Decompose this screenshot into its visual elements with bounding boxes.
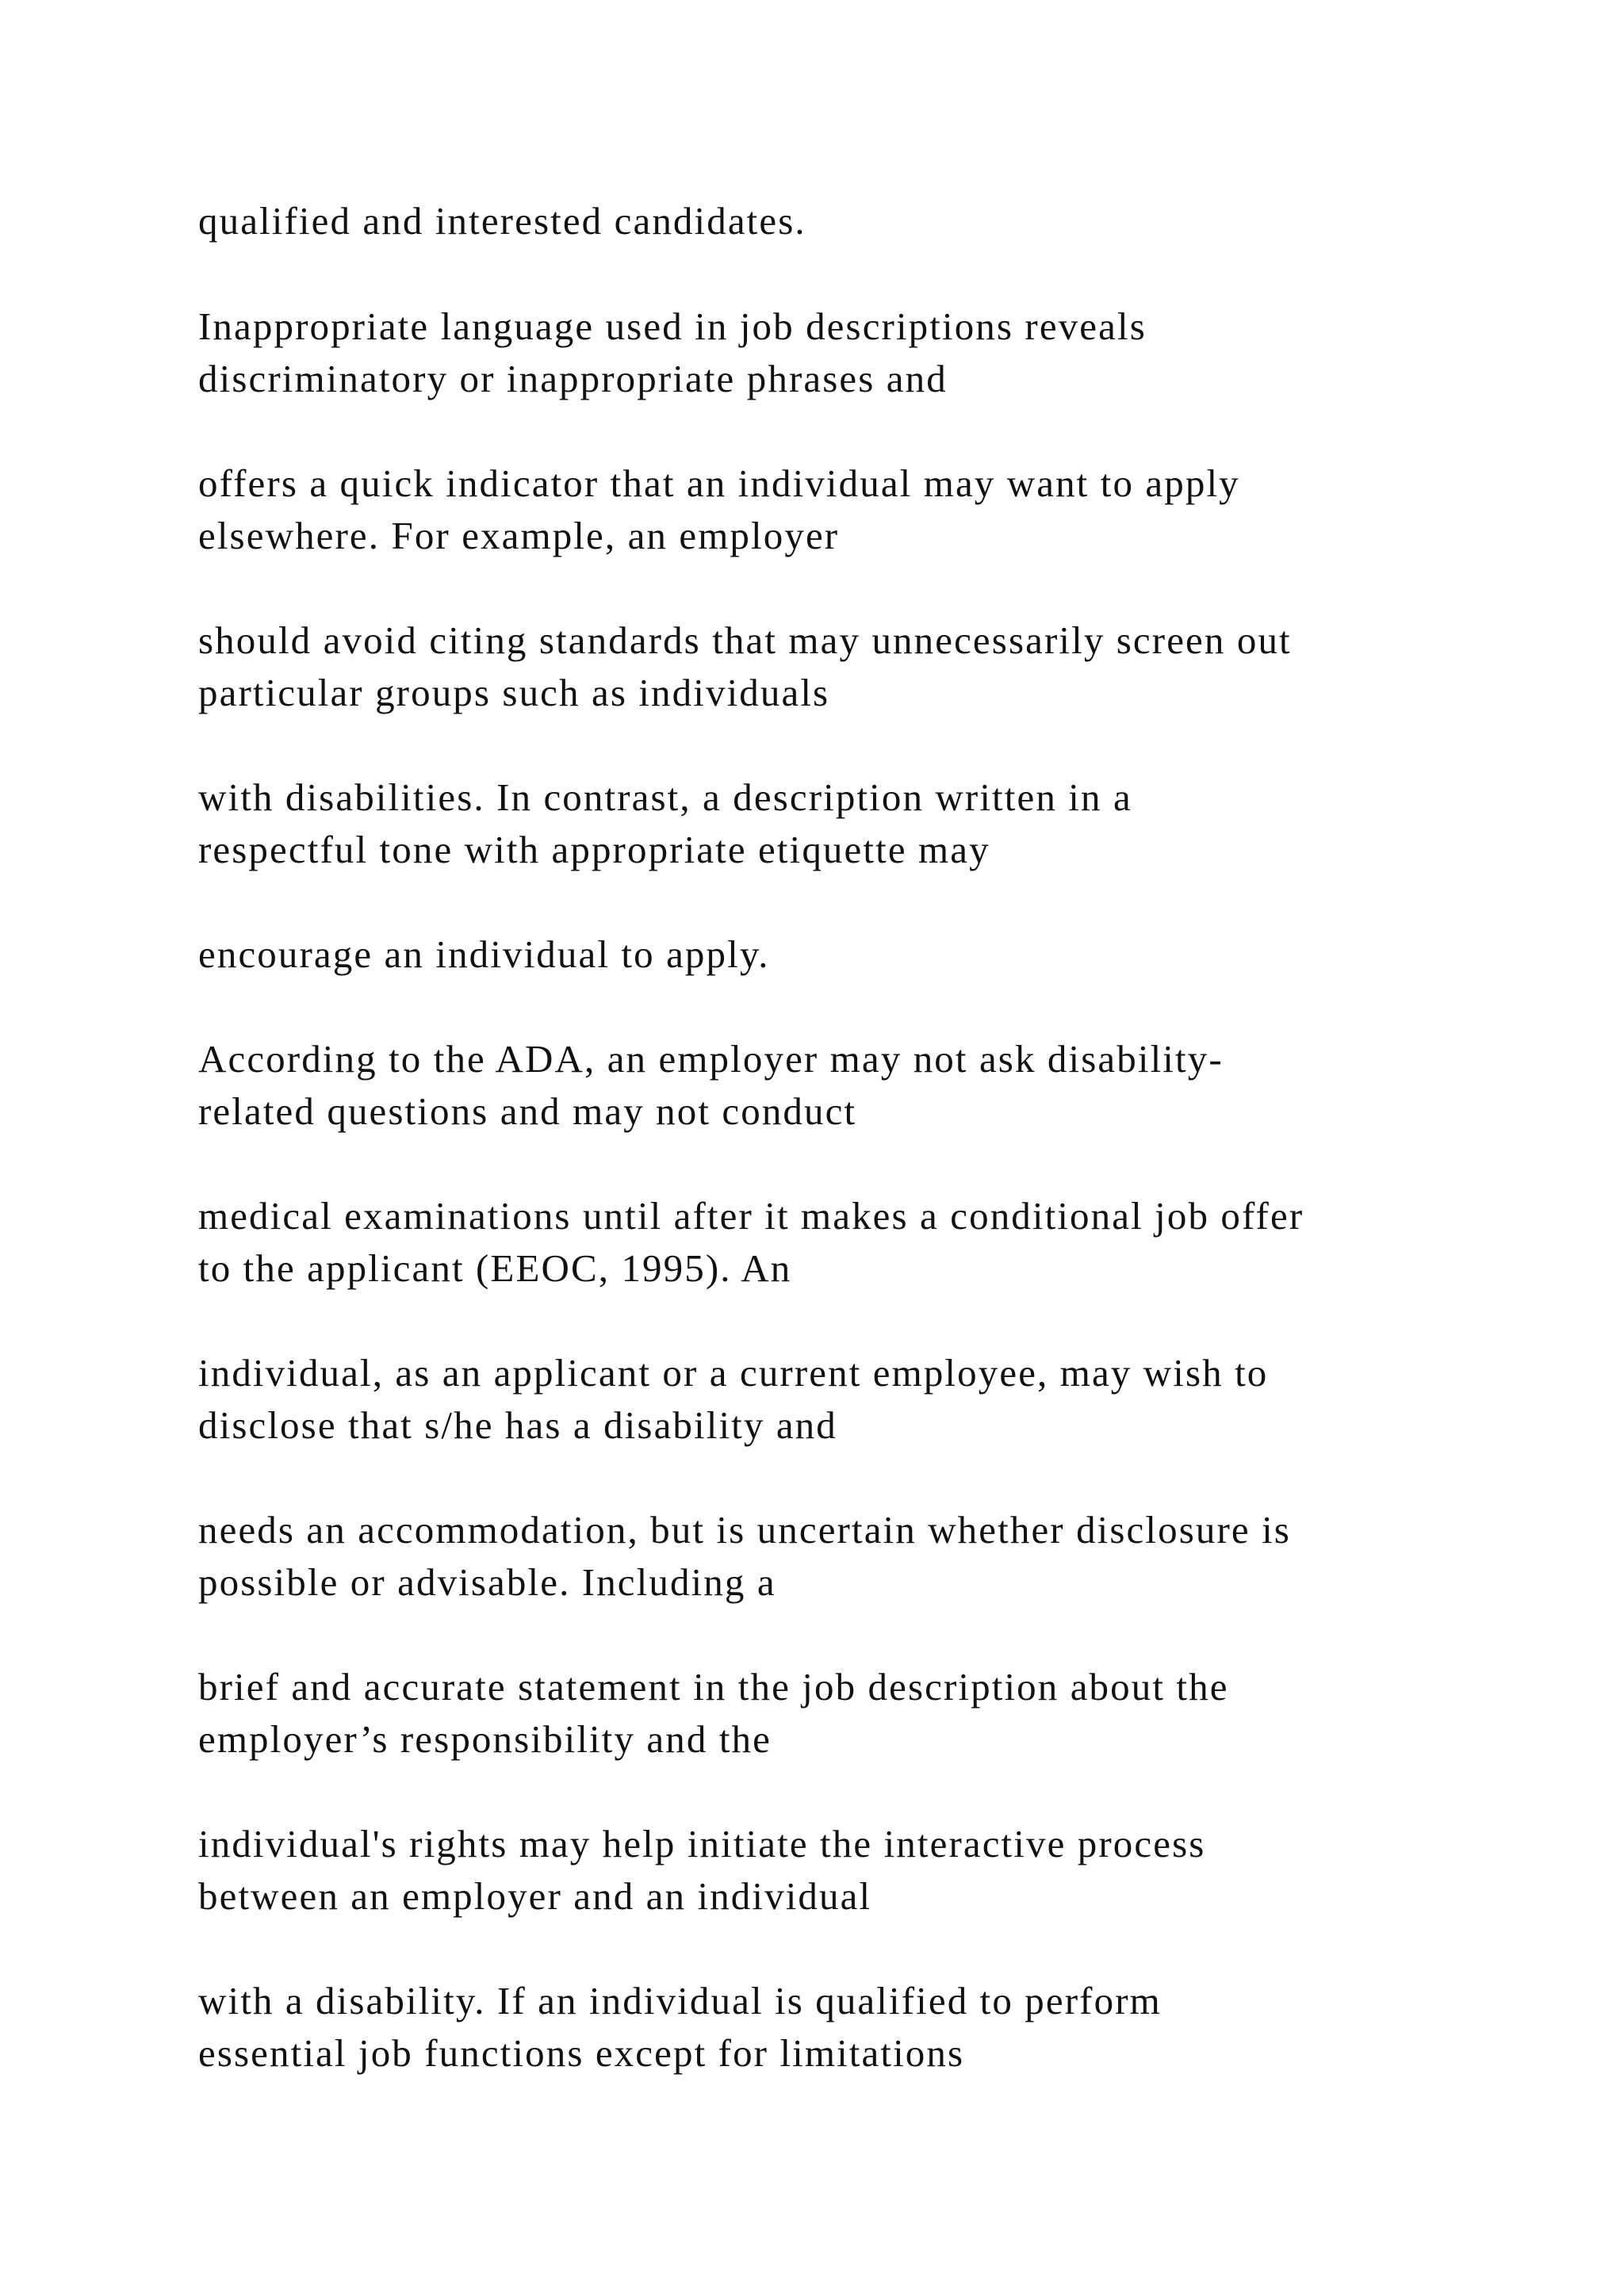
paragraph-4 <box>198 614 1507 719</box>
paragraph-9 <box>198 1347 1507 1452</box>
text-line: with a disability. If an individual is qualified to perform <box>198 1979 1162 2022</box>
text-line: qualified and interested candidates. <box>198 199 806 243</box>
text-line: should avoid citing standards that may unnecessarily screen out <box>198 618 1292 662</box>
text-line: employer’s responsibility and the <box>198 1717 772 1761</box>
text-line: Inappropriate language used in job descriptions reveals <box>198 304 1147 348</box>
text-line: According to the ADA, an employer may not ask disability- <box>198 1037 1224 1081</box>
text-line: offers a quick indicator that an individual may want to apply <box>198 461 1240 505</box>
text-line: discriminatory or inappropriate phrases and <box>198 357 948 400</box>
paragraph-2 <box>198 300 1507 405</box>
text-line: related questions and may not conduct <box>198 1089 857 1133</box>
paragraph-11 <box>198 1661 1507 1766</box>
text-line: to the applicant (EEOC, 1995). An <box>198 1246 792 1290</box>
paragraph-7 <box>198 1033 1507 1138</box>
text-line: between an employer and an individual <box>198 1874 872 1918</box>
text-line: individual, as an applicant or a current employee, may wish to <box>198 1351 1269 1395</box>
text-line: brief and accurate statement in the job description about the <box>198 1665 1229 1709</box>
text-line: possible or advisable. Including a <box>198 1560 776 1604</box>
text-line: elsewhere. For example, an employer <box>198 514 840 557</box>
text-line: medical examinations until after it makes a conditional job offer <box>198 1194 1304 1238</box>
paragraph-10 <box>198 1504 1507 1609</box>
paragraph-6 <box>198 928 1507 981</box>
text-line: needs an accommodation, but is uncertain whether disclosure is <box>198 1508 1291 1552</box>
paragraph-5 <box>198 771 1507 876</box>
paragraph-12 <box>198 1818 1507 1923</box>
text-line: disclose that s/he has a disability and <box>198 1403 837 1447</box>
text-line: essential job functions except for limitations <box>198 2031 965 2075</box>
text-line: encourage an individual to apply. <box>198 932 770 976</box>
text-line: with disabilities. In contrast, a description written in a <box>198 775 1132 819</box>
paragraph-13 <box>198 1975 1507 2080</box>
text-line: individual's rights may help initiate the interactive process <box>198 1822 1206 1866</box>
paragraph-1 <box>198 195 1507 247</box>
text-line: particular groups such as individuals <box>198 671 830 714</box>
paragraph-8 <box>198 1190 1507 1295</box>
text-line: respectful tone with appropriate etiquette may <box>198 828 990 871</box>
paragraph-3 <box>198 457 1507 562</box>
